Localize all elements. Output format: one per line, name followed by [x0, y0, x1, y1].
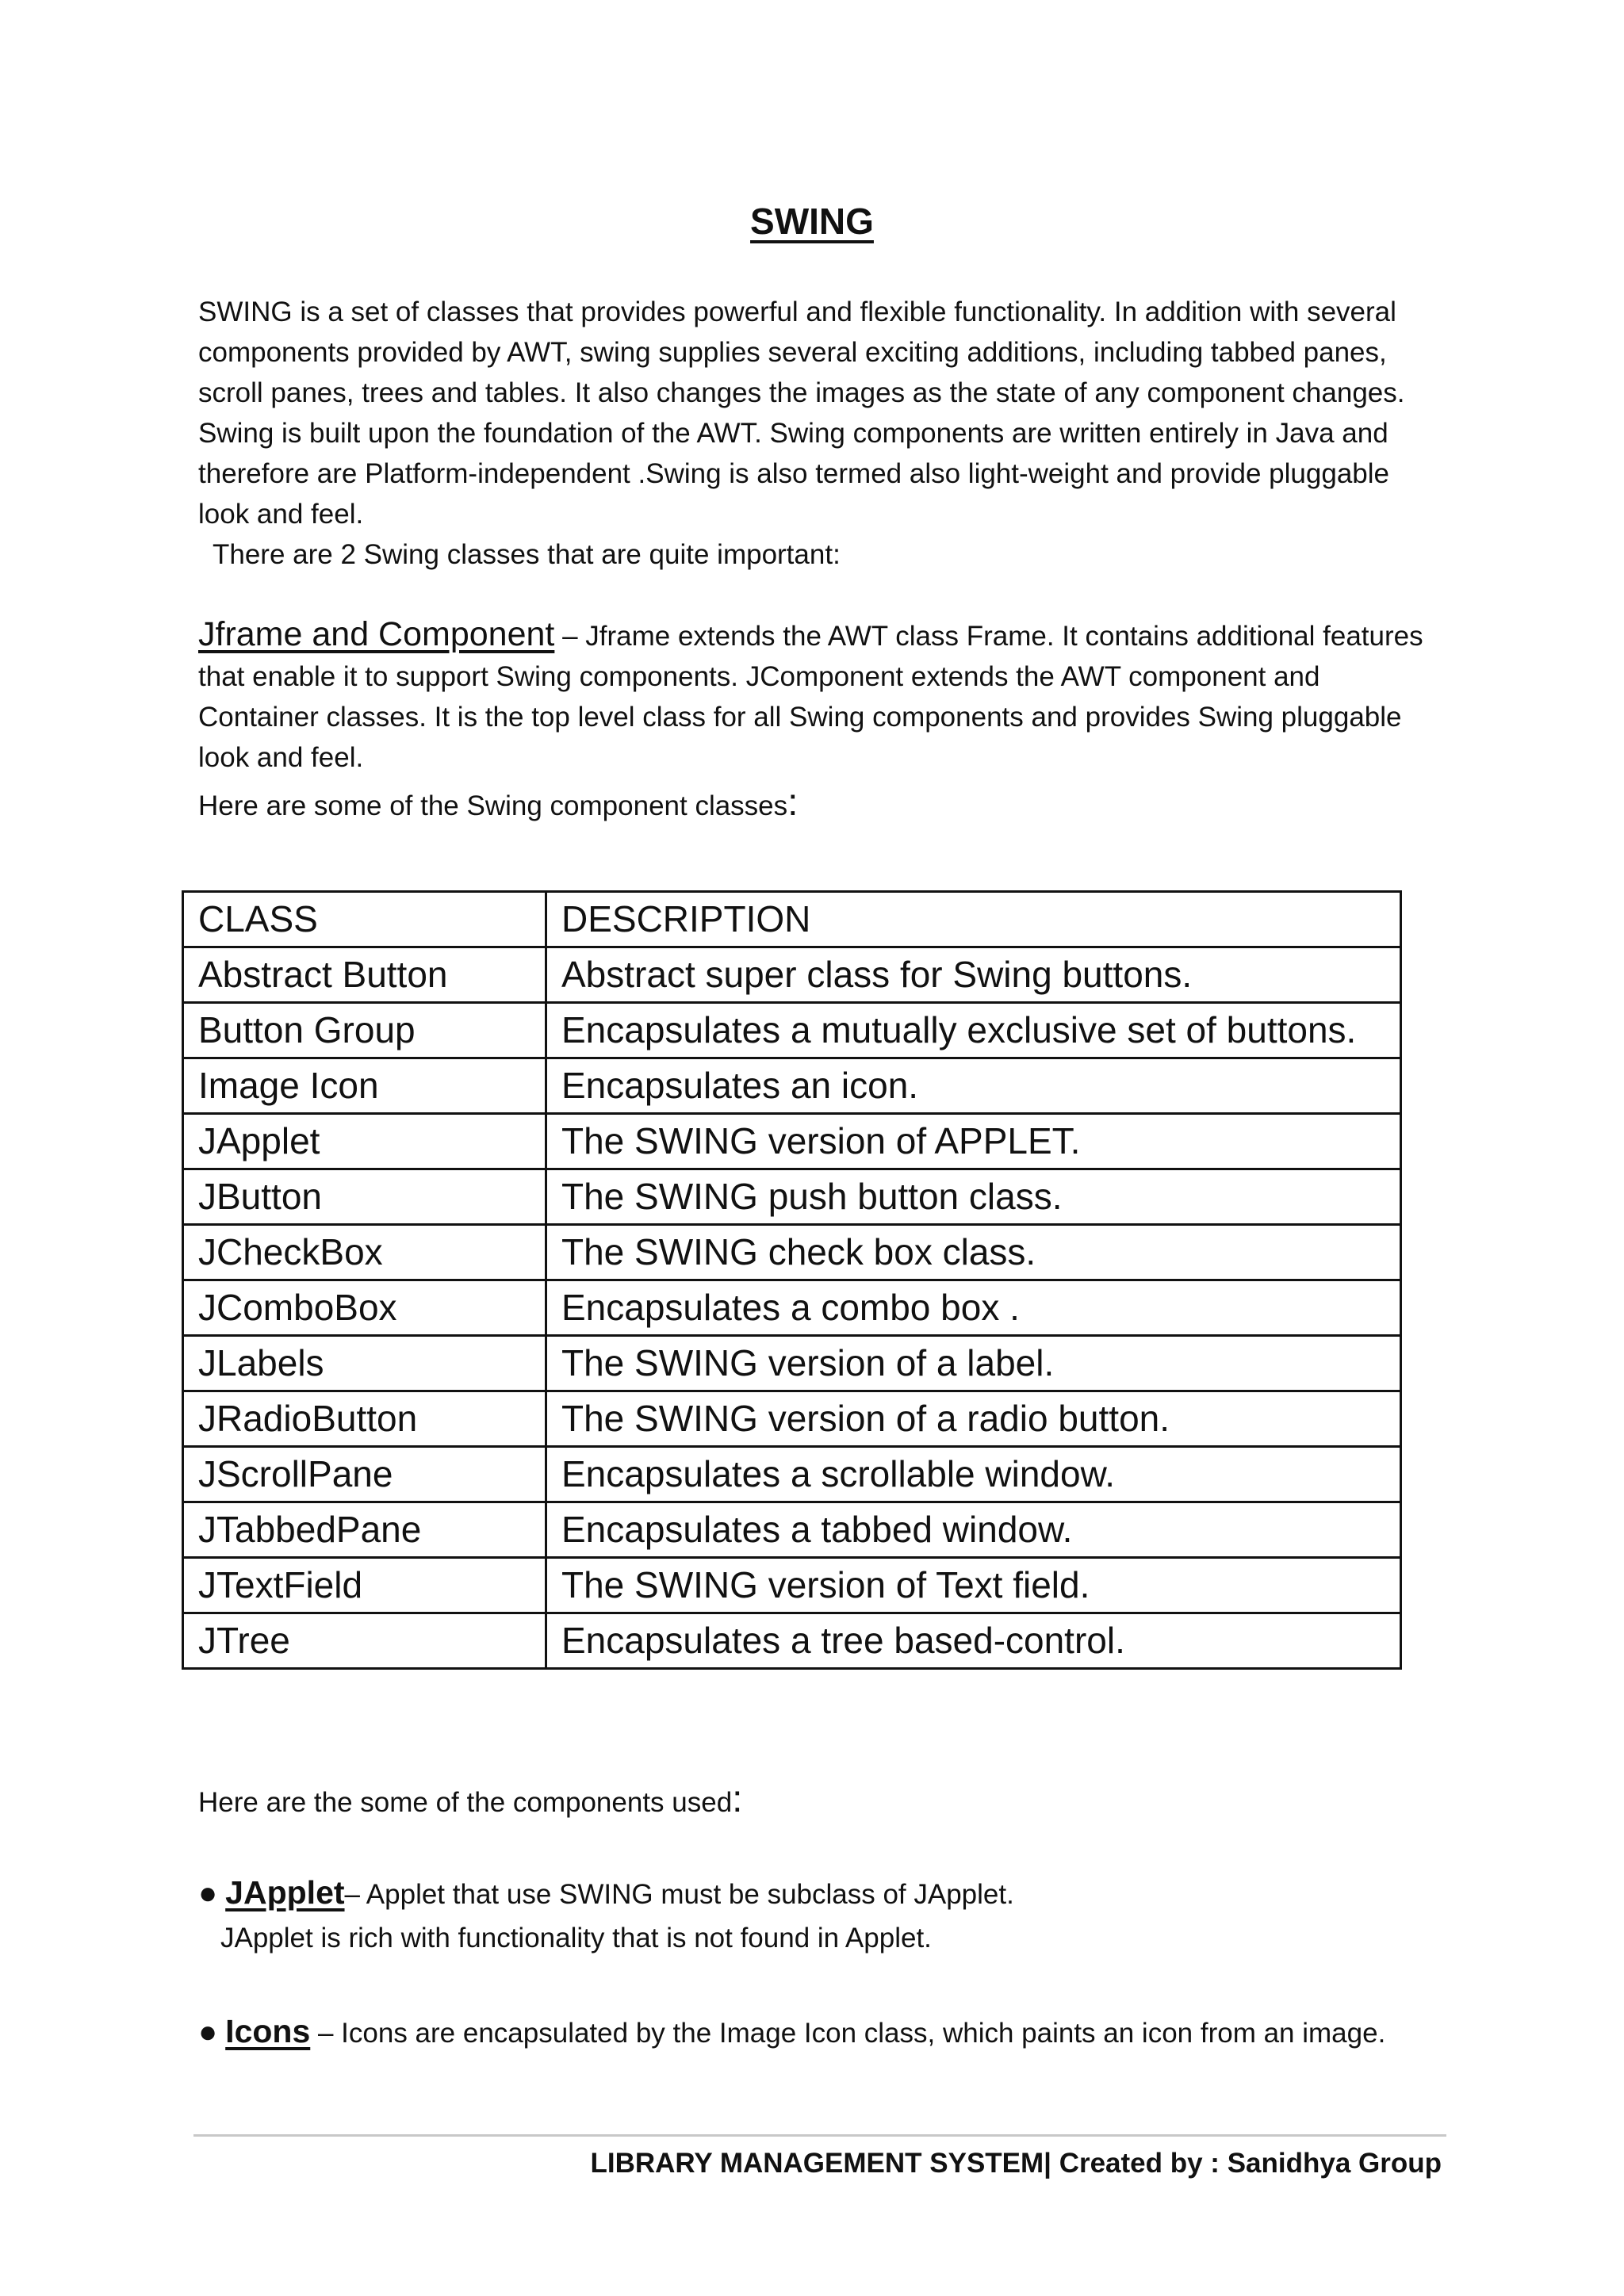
class-description-cell: The SWING version of APPLET.: [546, 1114, 1401, 1169]
class-description-cell: Encapsulates an icon.: [546, 1058, 1401, 1114]
class-description-cell: Encapsulates a tabbed window.: [546, 1502, 1401, 1558]
intro-section: [198, 292, 1435, 575]
icons-text: – Icons are encapsulated by the Image Icon class, which paints an icon from an image.: [310, 2018, 1386, 2049]
jframe-section: [198, 614, 1435, 826]
swing-classes-table: [182, 890, 1402, 1670]
table-row: [183, 1558, 1401, 1613]
page-title: SWING: [750, 201, 874, 242]
table-row: [183, 1502, 1401, 1558]
class-name-cell: JComboBox: [183, 1280, 546, 1336]
jframe-paragraph: [198, 614, 1435, 778]
class-name-cell: JTabbedPane: [183, 1502, 546, 1558]
table-row: [183, 1225, 1401, 1280]
table-row: [183, 1613, 1401, 1669]
class-name-cell: JTextField: [183, 1558, 546, 1613]
table-row: [183, 1336, 1401, 1391]
class-name-cell: JApplet: [183, 1114, 546, 1169]
table-row: [183, 1169, 1401, 1225]
intro-paragraph: SWING is a set of classes that provides powerful and flexible functionality. In addition with several components provided by AWT, swing supplies several exciting additions, including tabbed panes, scroll panes, trees and tables. It also changes the images as the state of any component changes. Swing is built upon the foundation of the AWT. Swing components are written entirely in Java and therefore are Platform-independent .Swing is also termed also light-weight and provide pluggable look and feel.: [198, 297, 1405, 530]
component-classes-lead: Here are some of the Swing component classes:: [198, 782, 799, 824]
table-row: [183, 947, 1401, 1003]
japplet-term: JApplet: [225, 1874, 345, 1911]
class-name-cell: JTree: [183, 1613, 546, 1669]
table-header-row: [183, 892, 1401, 947]
japplet-text-continued: JApplet is rich with functionality that is not found in Applet.: [220, 1923, 932, 1954]
class-name-cell: JButton: [183, 1169, 546, 1225]
footer: LIBRARY MANAGEMENT SYSTEM| Created by : Sanidhya Group: [590, 2148, 1442, 2179]
header-class: CLASS: [183, 892, 546, 947]
class-description-cell: The SWING version of a label.: [546, 1336, 1401, 1391]
class-description-cell: Encapsulates a combo box .: [546, 1280, 1401, 1336]
table-row: [183, 1114, 1401, 1169]
class-name-cell: JRadioButton: [183, 1391, 546, 1447]
class-name-cell: Image Icon: [183, 1058, 546, 1114]
japplet-text: – Applet that use SWING must be subclass of JApplet.: [344, 1879, 1014, 1910]
class-description-cell: The SWING push button class.: [546, 1169, 1401, 1225]
class-name-cell: JCheckBox: [183, 1225, 546, 1280]
class-name-cell: JScrollPane: [183, 1447, 546, 1502]
class-description-cell: The SWING version of Text field.: [546, 1558, 1401, 1613]
class-description-cell: The SWING check box class.: [546, 1225, 1401, 1280]
components-lead: Here are the some of the components used:: [198, 1778, 743, 1820]
class-description-cell: Abstract super class for Swing buttons.: [546, 947, 1401, 1003]
class-description-cell: The SWING version of a radio button.: [546, 1391, 1401, 1447]
table-row: [183, 1280, 1401, 1336]
class-description-cell: Encapsulates a scrollable window.: [546, 1447, 1401, 1502]
table-row: [183, 1058, 1401, 1114]
class-name-cell: JLabels: [183, 1336, 546, 1391]
table-row: [183, 1003, 1401, 1058]
table-row: [183, 1447, 1401, 1502]
class-description-cell: Encapsulates a tree based-control.: [546, 1613, 1401, 1669]
important-classes-line: There are 2 Swing classes that are quite important:: [213, 539, 841, 570]
jframe-text: – Jframe extends the AWT class Frame. It contains additional features that enable it to support Swing components. JComponent extends the AWT component and Container classes. It is the top level class for all Swing components and provides Swing pluggable look and feel.: [198, 621, 1423, 773]
header-description: DESCRIPTION: [546, 892, 1401, 947]
bullet-icon: ●: [198, 2015, 218, 2049]
bullet-icon: ●: [198, 1876, 218, 1911]
japplet-bullet: [198, 1871, 1435, 1960]
icons-bullet: [198, 2010, 1435, 2055]
icons-term: Icons: [225, 2013, 311, 2049]
class-name-cell: Button Group: [183, 1003, 546, 1058]
jframe-term: Jframe and Component: [198, 615, 555, 653]
table-row: [183, 1391, 1401, 1447]
class-name-cell: Abstract Button: [183, 947, 546, 1003]
footer-divider: [193, 2134, 1446, 2137]
class-description-cell: Encapsulates a mutually exclusive set of buttons.: [546, 1003, 1401, 1058]
